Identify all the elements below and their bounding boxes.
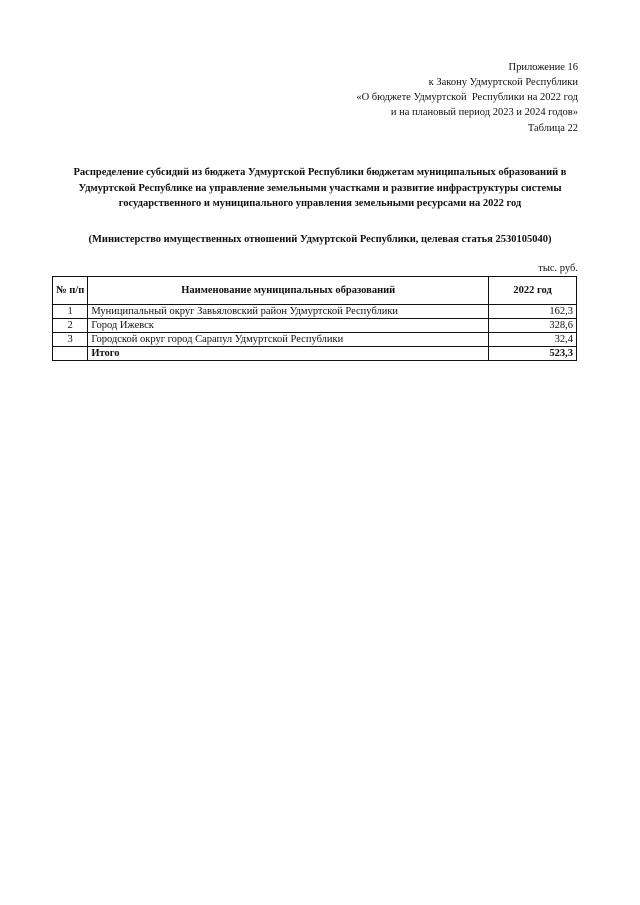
appendix-header	[356, 60, 578, 120]
table-row	[53, 333, 577, 347]
total-label: Итого	[88, 347, 489, 361]
title-line-1: Распределение субсидий из бюджета Удмуртской Республики бюджетам муниципальных образований в	[73, 167, 567, 178]
total-row	[53, 347, 577, 361]
table-row	[53, 305, 577, 319]
row-num: 3	[53, 333, 88, 347]
appendix-line-1: Приложение 16	[508, 62, 578, 73]
table-label: Таблица 22	[527, 123, 578, 134]
row-value: 328,6	[489, 319, 577, 333]
row-num: 2	[53, 319, 88, 333]
table-header-row	[53, 277, 577, 305]
row-name: Городской округ город Сарапул Удмуртской Республики	[88, 333, 489, 347]
title-line-3: государственного и муниципального управления земельными ресурсами на 2022 год	[118, 198, 522, 209]
title-line-2: Удмуртской Республике на управление земельными участками и развитие инфраструктуры системы	[78, 182, 562, 194]
row-value: 162,3	[489, 305, 577, 319]
document-title	[55, 165, 585, 212]
header-name: Наименование муниципальных образований	[88, 277, 489, 305]
appendix-line-2: к Закону Удмуртской Республики	[428, 77, 578, 88]
row-num: 1	[53, 305, 88, 319]
row-name: Муниципальный округ Завьяловский район Удмуртской Республики	[88, 305, 489, 319]
row-name: Город Ижевск	[88, 319, 489, 333]
total-value: 523,3	[489, 347, 577, 361]
row-value: 32,4	[489, 333, 577, 347]
appendix-line-4: и на плановый период 2023 и 2024 годов»	[390, 107, 578, 118]
appendix-line-3: «О бюджете Удмуртской Республики на 2022 год	[356, 92, 578, 103]
unit-label: тыс. руб.	[538, 263, 578, 274]
total-num-empty	[53, 347, 88, 361]
table-row	[53, 319, 577, 333]
subsidy-table	[52, 276, 577, 361]
document-subtitle: (Министерство имущественных отношений Удмуртской Республики, целевая статья 2530105040)	[88, 234, 552, 245]
header-num: № п/п	[53, 277, 88, 305]
header-year: 2022 год	[489, 277, 577, 305]
